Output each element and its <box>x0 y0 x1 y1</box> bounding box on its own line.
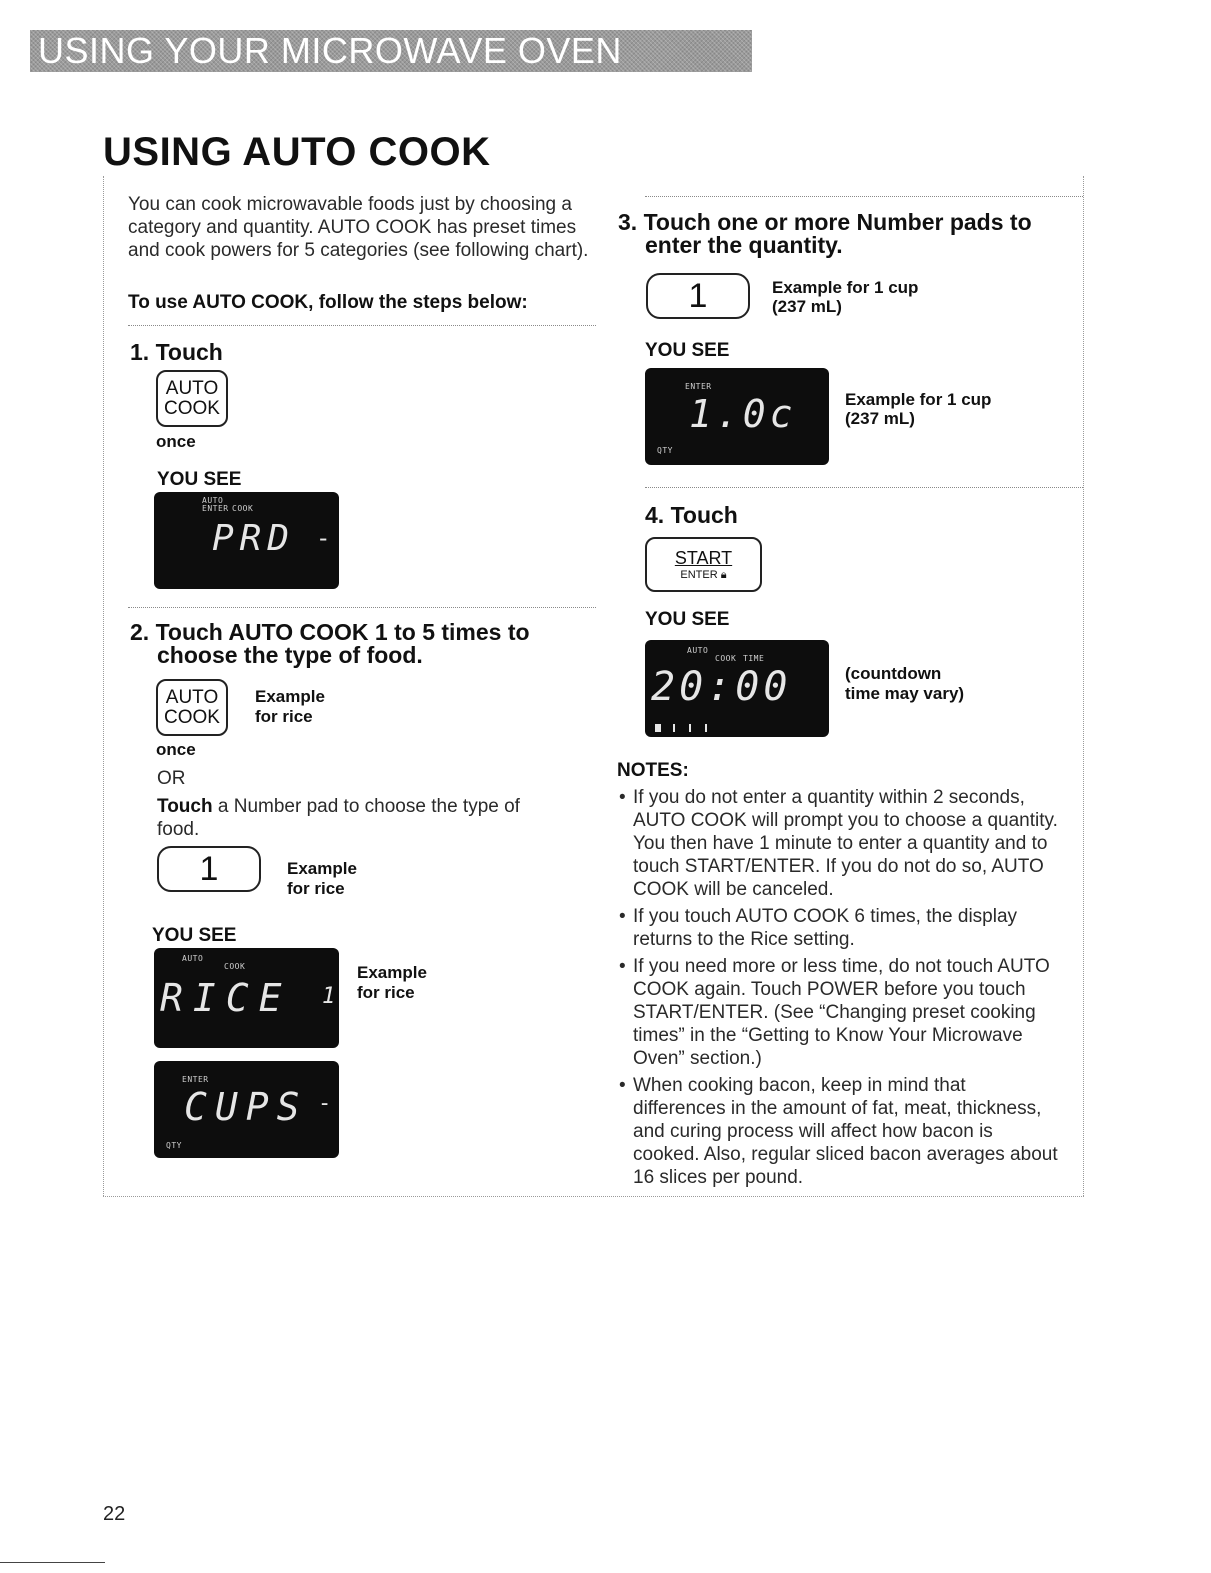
intro-paragraph: You can cook microwavable foods just by choosing a category and quantity. AUTO COOK has preset times and cook powers for 5 categories (see following chart). <box>128 194 589 261</box>
example-label: Example for 1 cup <box>845 390 992 409</box>
countdown-caption: time may vary) <box>845 684 965 703</box>
divider <box>645 196 1083 197</box>
lcd-display <box>645 368 829 465</box>
progress-tick <box>673 724 675 732</box>
example-label: for rice <box>255 707 313 726</box>
lock-icon: 🔒︎ <box>720 568 727 581</box>
lcd-readout: 20:00 <box>651 664 792 710</box>
pad-label-line2: COOK <box>164 397 220 419</box>
lcd-indicator: QTY <box>166 1141 182 1150</box>
divider <box>645 487 1083 488</box>
lcd-display <box>154 1061 339 1158</box>
page-number: 22 <box>103 1503 126 1525</box>
frame-left-border <box>103 176 104 1196</box>
example-label: Example <box>287 859 357 878</box>
lcd-indicator: COOK <box>232 504 254 513</box>
lcd-indicator: AUTO <box>182 954 204 963</box>
lcd-indicator: ENTER <box>202 504 229 513</box>
example-label: (237 mL) <box>772 297 842 316</box>
progress-tick <box>655 724 661 732</box>
note-item: • If you touch AUTO COOK 6 times, the display returns to the Rice setting. <box>617 905 1062 951</box>
divider <box>128 607 596 608</box>
intro-instruction: To use AUTO COOK, follow the steps below: <box>128 292 528 313</box>
lcd-readout: PRD <box>212 518 296 559</box>
you-see-label: YOU SEE <box>645 609 730 630</box>
lcd-dash: - <box>316 524 331 552</box>
notes-list <box>617 786 1062 1193</box>
footer-rule <box>0 1562 105 1563</box>
start-enter-pad <box>645 537 762 592</box>
once-label: once <box>156 740 196 759</box>
touch-bold: Touch <box>157 796 213 817</box>
lcd-indicator: ENTER <box>182 1075 209 1084</box>
lcd-dash: - <box>318 1091 332 1116</box>
countdown-caption: (countdown <box>845 664 942 683</box>
pad-start-label: START <box>674 547 733 568</box>
example-label: Example <box>357 963 427 982</box>
page-title: USING AUTO COOK <box>103 130 491 174</box>
pad-label-line1: AUTO <box>165 686 219 708</box>
banner-title: USING YOUR MICROWAVE OVEN <box>38 30 622 71</box>
you-see-label: YOU SEE <box>152 925 237 946</box>
you-see-label: YOU SEE <box>157 469 242 490</box>
you-see-label: YOU SEE <box>645 340 730 361</box>
frame-right-border <box>1083 176 1084 1196</box>
example-label: Example <box>255 687 325 706</box>
lcd-indicator: AUTO <box>687 646 709 655</box>
example-label: Example for 1 cup <box>772 278 919 297</box>
once-label: once <box>156 432 196 451</box>
pad-label-line2: COOK <box>164 706 220 728</box>
lcd-indicator: ENTER <box>685 382 712 391</box>
step3-heading-line1: 3. Touch one or more Number pads to <box>618 209 1032 235</box>
pad-label-line1: AUTO <box>165 377 219 399</box>
lcd-indicator: COOK <box>715 654 737 663</box>
pad-enter-text: ENTER <box>680 568 718 581</box>
note-item: • When cooking bacon, keep in mind that differences in the amount of fat, meat, thickness, and curing process will affect how bacon is cooked. Also, regular sliced bacon averages about 16 slices per pound. <box>617 1074 1062 1189</box>
lcd-indicator: QTY <box>657 446 673 455</box>
pad-enter-label <box>680 568 726 582</box>
step2-heading-line1: 2. Touch AUTO COOK 1 to 5 times to <box>130 619 530 645</box>
note-item: • If you need more or less time, do not touch AUTO COOK again. Touch POWER before you touch START/ENTER. (See “Changing preset cooking times” in the “Getting to Know Your Microwave Oven” section.) <box>617 955 1062 1070</box>
frame-bottom-border <box>103 1196 1084 1197</box>
example-label: for rice <box>357 983 415 1002</box>
lcd-readout: CUPS <box>184 1085 308 1129</box>
example-label: (237 mL) <box>845 409 915 428</box>
step3-heading-line2: enter the quantity. <box>645 232 843 258</box>
note-item: • If you do not enter a quantity within 2 seconds, AUTO COOK will prompt you to choose a quantity. You then have 1 minute to enter a quantity and to touch START/ENTER. If you do not do so, AUTO COOK will be canceled. <box>617 786 1062 901</box>
divider <box>128 325 596 326</box>
example-label: for rice <box>287 879 345 898</box>
progress-tick <box>705 724 707 732</box>
touch-rest: a Number pad to choose the type of food. <box>157 796 520 840</box>
auto-cook-pad <box>156 679 228 736</box>
or-label: OR <box>157 768 186 789</box>
lcd-indicator: COOK <box>224 962 246 971</box>
auto-cook-pad <box>156 370 228 427</box>
step1-heading: 1. Touch <box>130 339 223 365</box>
lcd-indicator: TIME <box>743 654 765 663</box>
lcd-readout: RICE <box>160 976 292 1020</box>
lcd-indicator: AUTO <box>202 496 224 505</box>
lcd-display <box>645 640 829 737</box>
notes-heading: NOTES: <box>617 760 689 781</box>
touch-number-instruction <box>157 795 567 841</box>
step2-heading-line2: choose the type of food. <box>157 642 423 668</box>
progress-tick <box>689 724 691 732</box>
lcd-readout: 1.0c <box>689 392 797 436</box>
number-pad-1: 1 <box>157 846 261 892</box>
lcd-display <box>154 948 339 1048</box>
lcd-display <box>154 492 339 589</box>
step4-heading: 4. Touch <box>645 502 738 528</box>
lcd-suffix: 1 <box>322 984 336 1009</box>
number-pad-1: 1 <box>646 273 750 319</box>
